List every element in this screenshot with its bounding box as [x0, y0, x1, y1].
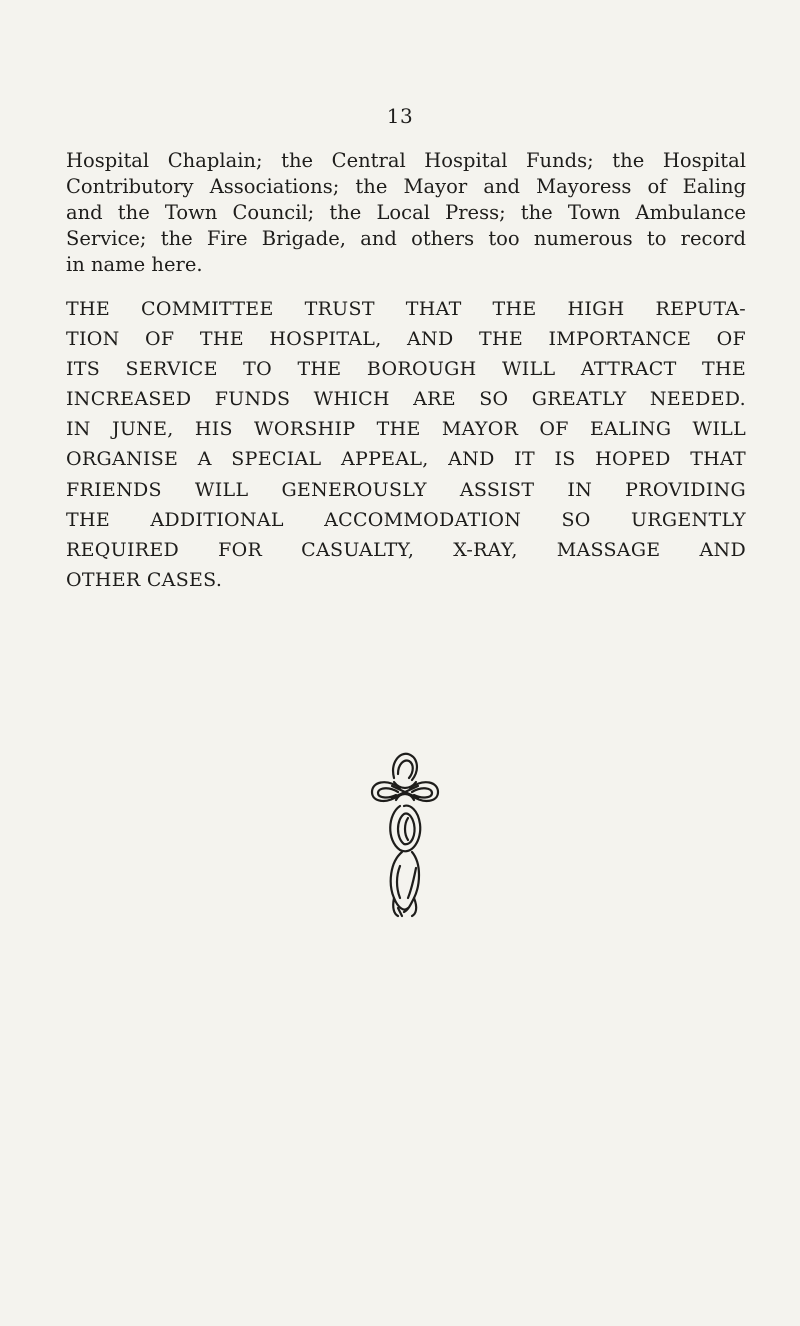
text-line: IN JUNE, HIS WORSHIP THE MAYOR OF EALING WILL	[66, 418, 746, 441]
text-line: FRIENDS WILL GENEROUSLY ASSIST IN PROVIDING	[66, 478, 746, 501]
text-line: Hospital Chaplain; the Central Hospital Funds; the Hospital	[66, 149, 746, 172]
text-line: ORGANISE A SPECIAL APPEAL, AND IT IS HOPED THAT	[66, 448, 746, 471]
text-line: and the Town Council; the Local Press; the Town Ambulance	[66, 201, 746, 224]
text-line: ITS SERVICE TO THE BOROUGH WILL ATTRACT THE	[66, 358, 746, 381]
text-line: in name here.	[66, 253, 203, 276]
text-line: TION OF THE HOSPITAL, AND THE IMPORTANCE OF	[66, 328, 746, 351]
text-line: THE COMMITTEE TRUST THAT THE HIGH REPUTA-	[66, 298, 746, 320]
text-line: Service; the Fire Brigade, and others too numerous to record	[66, 227, 746, 250]
text-line: Contributory Associations; the Mayor and Mayoress of Ealing	[66, 175, 746, 198]
paragraph-acknowledgements	[66, 148, 746, 278]
knot-ornament-icon	[364, 748, 444, 918]
text-line: THE ADDITIONAL ACCOMMODATION SO URGENTLY	[66, 508, 746, 531]
text-line: INCREASED FUNDS WHICH ARE SO GREATLY NEEDED.	[66, 388, 746, 411]
page-number: 13	[386, 104, 414, 128]
paragraph-appeal	[66, 294, 746, 595]
text-line: OTHER CASES.	[66, 568, 223, 591]
text-line: REQUIRED FOR CASUALTY, X-RAY, MASSAGE AND	[66, 538, 746, 561]
